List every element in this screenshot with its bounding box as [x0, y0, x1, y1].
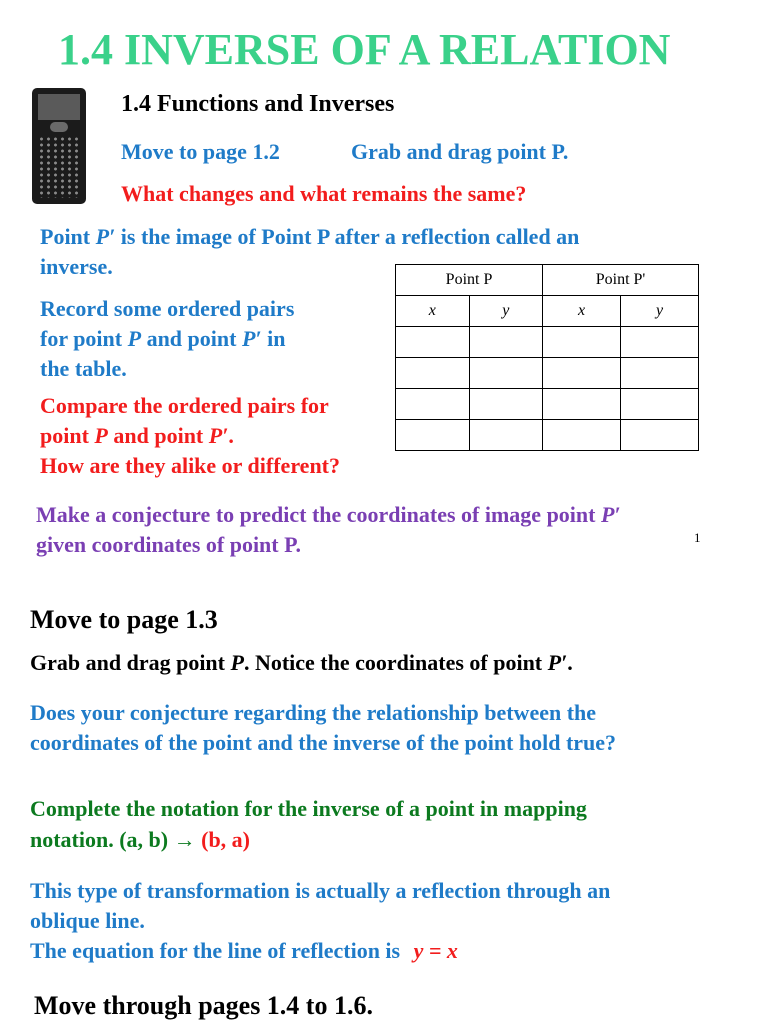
compare-line-1: Compare the ordered pairs for: [40, 393, 329, 418]
does-conjecture-line-2: coordinates of the point and the inverse of the point hold true?: [30, 730, 617, 755]
p-prime-label: P′: [208, 423, 229, 448]
text-segment: .: [567, 650, 573, 675]
table-cell[interactable]: [469, 327, 543, 358]
table-cell[interactable]: [620, 420, 698, 451]
page-title: 1.4 INVERSE OF A RELATION: [58, 25, 671, 74]
transformation-line-2: oblique line.: [30, 908, 145, 933]
table-row: [396, 327, 699, 358]
table-cell[interactable]: [396, 327, 470, 358]
text-segment: and point: [141, 326, 242, 351]
grab-notice: [30, 648, 573, 678]
table-cell[interactable]: [543, 420, 621, 451]
record-line-2: [40, 324, 285, 354]
header-point-p-prime: Point P': [543, 265, 699, 296]
subheader-y: y: [469, 296, 543, 327]
move-through-pages: Move through pages 1.4 to 1.6.: [34, 991, 373, 1020]
table-cell[interactable]: [396, 420, 470, 451]
p-prime-label: P′: [241, 326, 262, 351]
mapping-answer: (b, a): [201, 827, 251, 852]
text-segment: notation. (a, b) →: [30, 827, 196, 852]
complete-notation-line-2: [30, 825, 250, 855]
transformation-line-1: This type of transformation is actually a reflection through an: [30, 878, 611, 903]
ordered-pairs-table: [395, 264, 699, 451]
table-row: [396, 358, 699, 389]
record-line-3: the table.: [40, 356, 127, 381]
subheader-x: x: [543, 296, 621, 327]
text-segment: Grab and drag point: [30, 650, 231, 675]
page-number: 1: [694, 530, 701, 545]
p-label: P: [94, 423, 108, 448]
line-equation: y = x: [413, 938, 458, 963]
text-segment: . Notice the coordinates of point: [243, 650, 548, 675]
p-prime-label: P′: [547, 650, 568, 675]
text-segment: The equation for the line of reflection is: [30, 938, 401, 963]
p-label: P: [230, 650, 244, 675]
subtitle: 1.4 Functions and Inverses: [121, 91, 395, 117]
subheader-y: y: [620, 296, 698, 327]
table-cell[interactable]: [543, 327, 621, 358]
text-segment: is the image of Point P after a reflection called an: [115, 224, 580, 249]
p-prime-label: P′: [600, 502, 621, 527]
table-cell[interactable]: [620, 389, 698, 420]
table-cell[interactable]: [469, 420, 543, 451]
p-prime-label: P′: [95, 224, 116, 249]
table-cell[interactable]: [469, 389, 543, 420]
instruction-move-page-1-2: Move to page 1.2: [121, 139, 280, 164]
table-row: [396, 420, 699, 451]
question-changes: What changes and what remains the same?: [121, 181, 527, 206]
text-segment: and point: [107, 423, 209, 448]
move-page-1-3: Move to page 1.3: [30, 605, 218, 634]
compare-line-3: How are they alike or different?: [40, 453, 341, 478]
text-segment: point: [40, 423, 95, 448]
table-cell[interactable]: [543, 358, 621, 389]
header-point-p: Point P: [396, 265, 543, 296]
table-header-row: [396, 265, 699, 296]
compare-line-2: [40, 421, 234, 451]
does-conjecture-line-1: Does your conjecture regarding the relationship between the: [30, 700, 597, 725]
table-subheader-row: [396, 296, 699, 327]
point-image-line-1: [40, 222, 579, 252]
text-segment: for point: [40, 326, 128, 351]
table-cell[interactable]: [396, 389, 470, 420]
table-cell[interactable]: [620, 327, 698, 358]
text-segment: Point: [40, 224, 96, 249]
p-label: P: [127, 326, 142, 351]
calculator-touchpad: [50, 122, 68, 132]
table-cell[interactable]: [469, 358, 543, 389]
instruction-grab-point-p: Grab and drag point P.: [351, 139, 569, 164]
subheader-x: x: [396, 296, 470, 327]
text-segment: Make a conjecture to predict the coordinates of image point: [36, 502, 601, 527]
complete-notation-line-1: Complete the notation for the inverse of a point in mapping: [30, 796, 587, 821]
table-cell[interactable]: [543, 389, 621, 420]
conjecture-line-1: [36, 500, 621, 530]
table-cell[interactable]: [396, 358, 470, 389]
point-image-line-2: inverse.: [40, 254, 113, 279]
calculator-keys: [38, 136, 80, 198]
conjecture-line-2: given coordinates of point P.: [36, 532, 302, 557]
text-segment: in: [261, 326, 286, 351]
calculator-icon: [32, 88, 86, 204]
text-segment: .: [228, 423, 234, 448]
record-line-1: Record some ordered pairs: [40, 296, 295, 321]
table-cell[interactable]: [620, 358, 698, 389]
transformation-line-3: [30, 936, 458, 966]
table-row: [396, 389, 699, 420]
calculator-screen: [38, 94, 80, 120]
